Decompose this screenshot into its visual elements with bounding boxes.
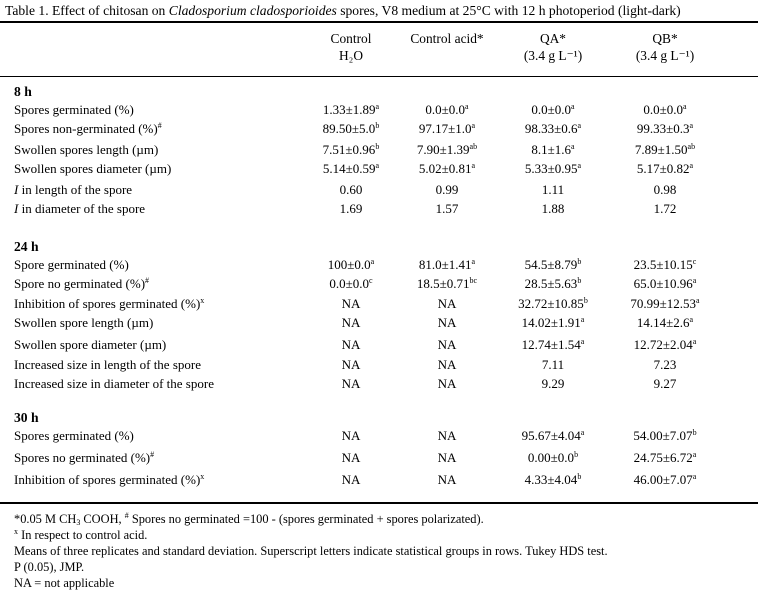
cell-value: 0.00±0.0$^b$ xyxy=(527,450,579,465)
cell-value: NA xyxy=(341,357,361,372)
cell-value: 7.51±0.96$^b$ xyxy=(322,142,380,157)
section-title: 8 h xyxy=(14,84,32,99)
cell-value: 0.0±0.0$^a$ xyxy=(531,102,575,117)
cell-value: 5.02±0.81$^a$ xyxy=(418,161,476,176)
cell-value: 9.27 xyxy=(653,376,677,391)
cell-value: 0.0±0.0$^c$ xyxy=(329,276,373,291)
cell-value: 1.69 xyxy=(339,201,363,216)
row-label: Spore germinated (%) xyxy=(14,257,129,272)
cell-value: NA xyxy=(341,315,361,330)
cell-value: 23.5±10.15$^c$ xyxy=(633,257,697,272)
table-row xyxy=(0,357,758,375)
cell-value: 14.02±1.91$^a$ xyxy=(521,315,585,330)
cell-value: 0.0±0.0$^a$ xyxy=(643,102,687,117)
cell-value: 46.00±7.07$^a$ xyxy=(633,472,697,487)
cell-value: 4.33±4.04$^b$ xyxy=(524,472,582,487)
cell-value: 5.33±0.95$^a$ xyxy=(524,161,582,176)
cell-value: 12.72±2.04$^a$ xyxy=(633,337,697,352)
footnote-statistics: Means of three replicates and standard deviation. Superscript letters indicate statistical groups in rows. Tukey HDS test. xyxy=(14,544,608,558)
row-label: Inhibition of spores germinated (%)$^x$ xyxy=(14,296,205,311)
row-label: Increased size in diameter of the spore xyxy=(14,376,214,391)
cell-value: NA xyxy=(341,296,361,311)
row-label: Spores germinated (%) xyxy=(14,428,134,443)
cell-value: 0.60 xyxy=(339,182,363,197)
cell-value: 28.5±5.63$^b$ xyxy=(524,276,582,291)
section-title: 30 h xyxy=(14,410,39,425)
column-header-qb: QB* (3.4 g L⁻¹) xyxy=(635,31,695,63)
cell-value: 70.99±12.53$^a$ xyxy=(630,296,700,311)
column-header-control-acid: Control acid* xyxy=(410,31,484,46)
cell-value: 7.89±1.50$^{ab}$ xyxy=(634,142,696,157)
cell-value: 81.0±1.41$^a$ xyxy=(418,257,476,272)
species-name: Cladosporium cladosporioides xyxy=(168,3,337,18)
row-label: Swollen spore diameter (µm) xyxy=(14,337,167,352)
cell-value: 99.33±0.3$^a$ xyxy=(636,121,694,136)
row-label: Spores no germinated (%)# xyxy=(14,450,155,465)
cell-value: NA xyxy=(341,376,361,391)
cell-value: NA xyxy=(341,337,361,352)
cell-value: NA xyxy=(437,428,457,443)
cell-value: 100±0.0$^a$ xyxy=(327,257,375,272)
cell-value: 18.5±0.71$^{bc}$ xyxy=(416,276,478,291)
cell-value: NA xyxy=(437,296,457,311)
cell-value: 54.00±7.07$^b$ xyxy=(633,428,697,443)
cell-value: 9.29 xyxy=(541,376,565,391)
cell-value: 54.5±8.79$^b$ xyxy=(524,257,582,272)
table-row xyxy=(0,257,758,275)
cell-value: 98.33±0.6$^a$ xyxy=(524,121,582,136)
table-row xyxy=(0,102,758,120)
row-label: Spores non-germinated (%)# xyxy=(14,121,162,136)
cell-value: 1.57 xyxy=(435,201,459,216)
column-header-control-h2o: Control H₂O xyxy=(330,31,372,63)
table-row xyxy=(0,142,758,160)
cell-value: NA xyxy=(437,337,457,352)
cell-value: NA xyxy=(437,315,457,330)
table-caption: Table 1. Effect of chitosan on Cladosporium cladosporioides spores, V8 medium at 25°C with 12 h photoperiod (light-dark) xyxy=(5,3,681,18)
table-row xyxy=(0,161,758,179)
cell-value: 0.98 xyxy=(653,182,677,197)
row-label: I in length of the spore xyxy=(14,182,133,197)
cell-value: NA xyxy=(437,376,457,391)
cell-value: 0.99 xyxy=(435,182,459,197)
table-row xyxy=(0,450,758,468)
row-label: I in diameter of the spore xyxy=(14,201,146,216)
column-header-qa: QA* (3.4 g L⁻¹) xyxy=(523,31,583,63)
table-row xyxy=(0,296,758,314)
top-rule xyxy=(0,21,758,23)
table-row xyxy=(0,337,758,355)
cell-value: 1.11 xyxy=(541,182,565,197)
footnote-na: NA = not applicable xyxy=(14,576,115,590)
cell-value: NA xyxy=(437,357,457,372)
row-label: Swollen spore length (µm) xyxy=(14,315,154,330)
cell-value: 5.17±0.82$^a$ xyxy=(636,161,694,176)
cell-value: NA xyxy=(341,472,361,487)
cell-value: 8.1±1.6$^a$ xyxy=(531,142,575,157)
cell-value: 1.72 xyxy=(653,201,677,216)
row-label: Spore no germinated (%)# xyxy=(14,276,150,291)
cell-value: NA xyxy=(341,450,361,465)
cell-value: 65.0±10.96$^a$ xyxy=(633,276,697,291)
table-row xyxy=(0,315,758,333)
bottom-rule xyxy=(0,502,758,504)
cell-value: NA xyxy=(341,428,361,443)
table-row xyxy=(0,201,758,219)
cell-value: NA xyxy=(437,450,457,465)
cell-value: 1.33±1.89$^a$ xyxy=(322,102,380,117)
cell-value: 97.17±1.0$^a$ xyxy=(418,121,476,136)
header-rule xyxy=(0,76,758,77)
table-row xyxy=(0,276,758,294)
cell-value: 89.50±5.0$^b$ xyxy=(322,121,380,136)
cell-value: 32.72±10.85$^b$ xyxy=(518,296,588,311)
row-label: Increased size in length of the spore xyxy=(14,357,201,372)
cell-value: 95.67±4.04$^a$ xyxy=(521,428,585,443)
cell-value: 12.74±1.54$^a$ xyxy=(521,337,585,352)
cell-value: 14.14±2.6$^a$ xyxy=(636,315,694,330)
cell-value: 24.75±6.72$^a$ xyxy=(633,450,697,465)
row-label: Swollen spores length (µm) xyxy=(14,142,159,157)
cell-value: 0.0±0.0$^a$ xyxy=(425,102,469,117)
row-label: Inhibition of spores germinated (%)$^x$ xyxy=(14,472,205,487)
cell-value: 1.88 xyxy=(541,201,565,216)
footnote-inhibition: $^x$ In respect to control acid. xyxy=(14,527,148,542)
cell-value: NA xyxy=(437,472,457,487)
table-row xyxy=(0,121,758,139)
cell-value: 7.11 xyxy=(541,357,565,372)
table-row xyxy=(0,428,758,446)
row-label: Swollen spores diameter (µm) xyxy=(14,161,172,176)
footnote-pvalue: P (0.05), JMP. xyxy=(14,560,85,574)
cell-value: 7.90±1.39$^{ab}$ xyxy=(416,142,478,157)
table-row xyxy=(0,472,758,490)
table-row xyxy=(0,182,758,200)
cell-value: 7.23 xyxy=(653,357,677,372)
cell-value: 5.14±0.59$^a$ xyxy=(322,161,380,176)
table-row xyxy=(0,376,758,394)
section-title: 24 h xyxy=(14,239,39,254)
row-label: Spores germinated (%) xyxy=(14,102,134,117)
footnote-acid: *0.05 M $CH_3$ COOH, # Spores no germinated =100 - (spores germinated + spores polarizated). xyxy=(14,511,484,527)
